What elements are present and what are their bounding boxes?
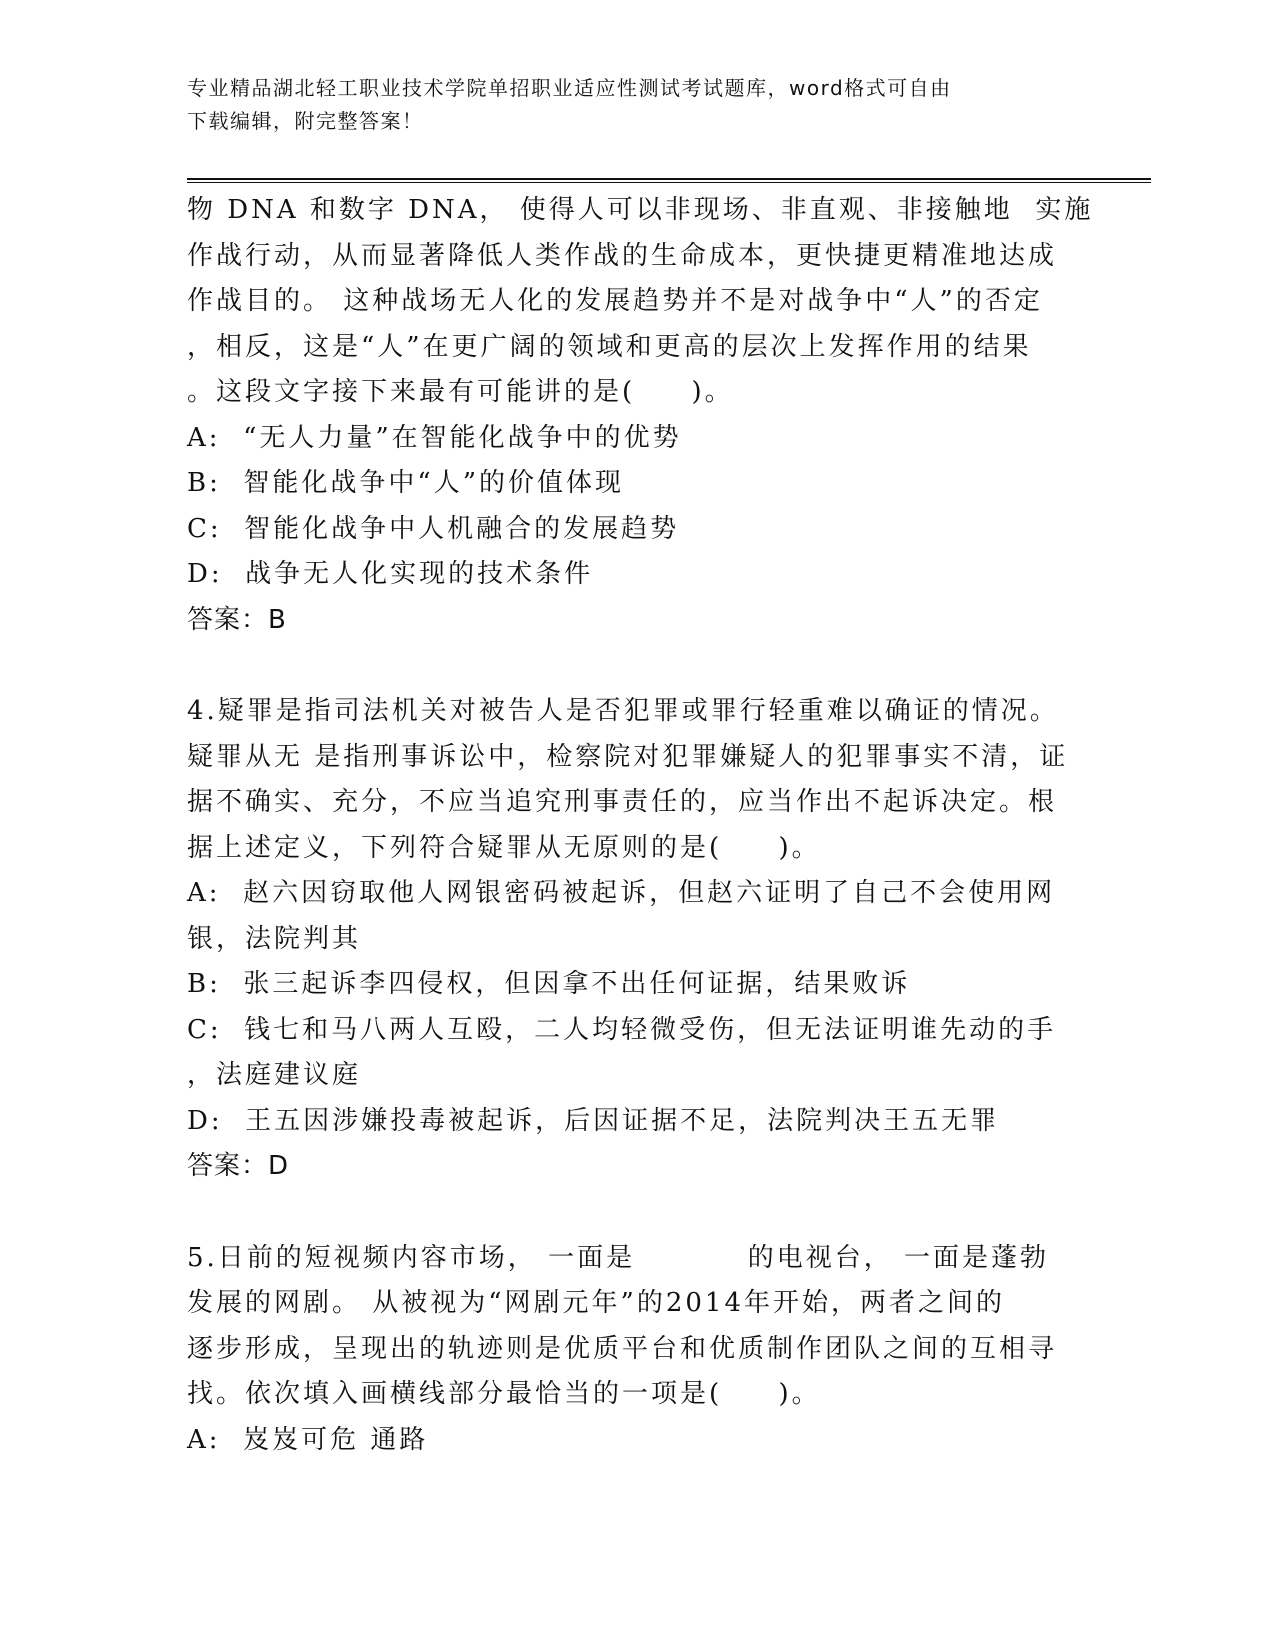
option-b: B: 张三起诉李四侵权，但因拿不出任何证据，结果败诉 xyxy=(187,969,911,999)
option-d: D: 王五因涉嫌投毒被起诉，后因证据不足，法院判决王五无罪 xyxy=(187,1105,1000,1136)
option-b: B: 智能化战争中“人”的价值体现 xyxy=(187,468,624,498)
question-text-line: 作战目的。 这种战场无人化的发展趋势并不是对战争中“人”的否定 xyxy=(187,286,1043,316)
header-line-1: 专业精品湖北轻工职业技术学院单招职业适应性测试考试题库，word格式可自由 xyxy=(187,76,952,100)
option-c: C: 智能化战争中人机融合的发展趋势 xyxy=(187,513,680,544)
option-d: D: 战争无人化实现的技术条件 xyxy=(187,559,594,589)
question-text-line: 找。依次填入画横线部分最恰当的一项是( )。 xyxy=(187,1379,821,1409)
question-3 xyxy=(187,188,1094,643)
spacer xyxy=(187,643,1087,689)
spacer xyxy=(187,1190,1087,1236)
document-header xyxy=(187,72,1067,138)
question-5 xyxy=(187,1236,1087,1464)
option-c: C: 钱七和马八两人互殴，二人均轻微受伤，但无法证明谁先动的手 xyxy=(187,1014,1057,1045)
question-text-line: 4.疑罪是指司法机关对被告人是否犯罪或罪行轻重难以确证的情况。 xyxy=(187,696,1059,726)
question-text-line: 作战行动，从而显著降低人类作战的生命成本，更快捷更精准地达成 xyxy=(187,240,1058,271)
header-line-2: 下载编辑，附完整答案！ xyxy=(187,109,424,133)
option-a: A: 岌岌可危 通路 xyxy=(187,1424,429,1455)
answer-label: 答案：D xyxy=(187,1151,290,1181)
answer-label: 答案：B xyxy=(187,604,287,635)
option-c-continued: ，法庭建议庭 xyxy=(187,1060,362,1090)
question-4 xyxy=(187,689,1087,1190)
question-text-line: 发展的网剧。 从被视为“网剧元年”的2014年开始，两者之间的 xyxy=(187,1288,1006,1318)
question-text-line: 5.日前的短视频内容市场， 一面是 的电视台， 一面是蓬勃 xyxy=(187,1242,1049,1273)
option-a: A: “无人力量”在智能化战争中的优势 xyxy=(187,422,682,453)
question-text-line: 据不确实、充分，不应当追究刑事责任的，应当作出不起诉决定。根 xyxy=(187,787,1058,817)
option-a: A: 赵六因窃取他人网银密码被起诉，但赵六证明了自己不会使用网 xyxy=(187,878,1056,908)
header-rule-thick xyxy=(187,178,1151,180)
question-text-line: 。这段文字接下来最有可能讲的是( )。 xyxy=(187,377,734,407)
question-text-line: 据上述定义，下列符合疑罪从无原则的是( )。 xyxy=(187,832,821,863)
document-body xyxy=(187,188,1094,1463)
header-rule-thin xyxy=(187,182,1151,183)
question-text-line: 逐步形成，呈现出的轨迹则是优质平台和优质制作团队之间的互相寻 xyxy=(187,1333,1058,1364)
option-a-continued: 银，法院判其 xyxy=(187,923,362,954)
question-text-line: 物 DNA 和数字 DNA， 使得人可以非现场、非直观、非接触地 实施 xyxy=(187,195,1094,225)
question-text-line: 疑罪从无 是指刑事诉讼中，检察院对犯罪嫌疑人的犯罪事实不清，证 xyxy=(187,741,1069,772)
question-text-line: ，相反，这是“人”在更广阔的领域和更高的层次上发挥作用的结果 xyxy=(187,331,1032,362)
